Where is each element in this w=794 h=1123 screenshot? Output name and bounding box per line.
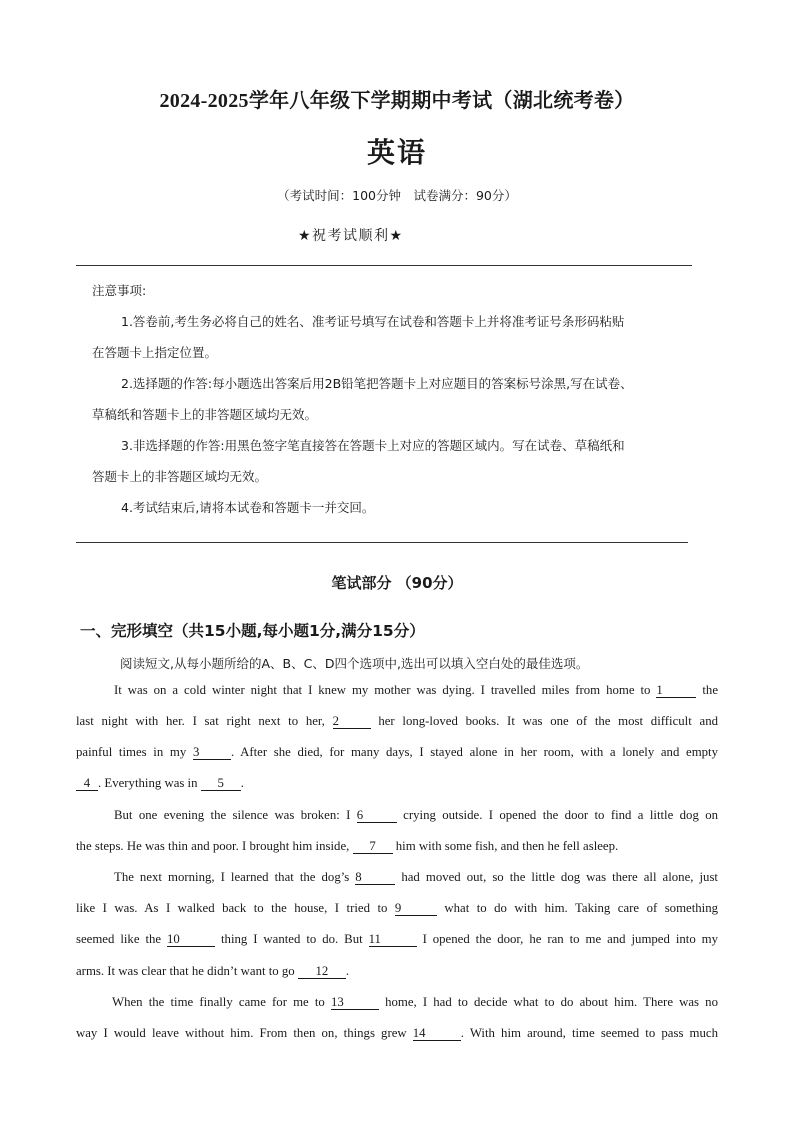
blank-14: 14 xyxy=(413,1027,461,1041)
passage-line: like I was. As I walked back to the house, I tried to 9 what to do with him. Taking care of something xyxy=(76,901,719,915)
blank-11: 11 xyxy=(369,933,417,947)
good-luck-text: ★祝考试顺利★ xyxy=(298,228,404,244)
blank-1: 1 xyxy=(656,684,696,698)
passage-line: last night with her. I sat right next to her, 2 her long-loved books. It was one of the most difficult and xyxy=(76,714,718,728)
passage-line: the steps. He was thin and poor. I brought him inside, 7 him with some fish, and then he fell asleep. xyxy=(76,839,619,853)
exam-time-info: （考试时间：100分钟 试卷满分：90分） xyxy=(277,188,517,203)
blank-6: 6 xyxy=(357,809,397,823)
notice-item: 4.考试结束后,请将本试卷和答题卡一并交回。 xyxy=(121,500,375,515)
blank-3: 3 xyxy=(193,746,231,760)
section-title: 笔试部分 （90分） xyxy=(331,574,463,592)
passage-line: 4 . Everything was in 5 . xyxy=(76,776,718,791)
passage-line: It was on a cold winter night that I knew my mother was dying. I travelled miles from home to 1 the xyxy=(114,683,719,697)
subject-title: 英语 xyxy=(366,136,427,169)
notice-item: 1.答卷前,考生务必将自己的姓名、准考证号填写在试卷和答题卡上并将准考证号条形码粘贴 xyxy=(121,314,625,329)
divider-top xyxy=(76,265,692,266)
blank-7: 7 xyxy=(353,840,393,854)
passage-line: arms. It was clear that he didn’t want to go 12 . xyxy=(76,964,350,978)
divider-bottom xyxy=(76,542,688,543)
blank-5: 5 xyxy=(201,777,241,791)
blank-4: 4 xyxy=(76,777,98,791)
blank-10: 10 xyxy=(167,933,215,947)
passage-line: The next morning, I learned that the dog’s 8 had moved out, so the little dog was there all alone, just xyxy=(114,870,718,884)
blank-2: 2 xyxy=(333,715,371,729)
cloze-instruction: 阅读短文,从每小题所给的A、B、C、D四个选项中,选出可以填入空白处的最佳选项。 xyxy=(120,656,589,671)
part-title-cloze: 一、完形填空（共15小题,每小题1分,满分15分） xyxy=(80,622,425,640)
exam-title: 2024-2025学年八年级下学期期中考试（湖北统考卷） xyxy=(159,90,635,112)
notice-item: 2.选择题的作答:每小题选出答案后用2B铅笔把答题卡上对应题目的答案标号涂黑,写在试卷、 xyxy=(121,376,633,391)
blank-9: 9 xyxy=(395,902,437,916)
notice-heading: 注意事项: xyxy=(92,283,147,298)
notice-item: 在答题卡上指定位置。 xyxy=(92,345,218,360)
passage-line: seemed like the 10 thing I wanted to do. But 11 I opened the door, he ran to me and jumped into my xyxy=(76,932,719,946)
passage-line: painful times in my 3 . After she died, for many days, I stayed alone in her room, with a lonely and empty xyxy=(76,745,718,759)
notice-item: 草稿纸和答题卡上的非答题区域均无效。 xyxy=(92,407,318,422)
notice-item: 答题卡上的非答题区域均无效。 xyxy=(92,469,268,484)
passage-line: When the time finally came for me to 13 home, I had to decide what to do about him. There was no xyxy=(112,995,718,1009)
blank-13: 13 xyxy=(331,996,379,1010)
passage-line: But one evening the silence was broken: I 6 crying outside. I opened the door to find a little dog on xyxy=(114,808,719,822)
passage-line: way I would leave without him. From then on, things grew 14 . With him around, time seemed to pass much xyxy=(76,1026,718,1040)
blank-8: 8 xyxy=(355,871,395,885)
blank-12: 12 xyxy=(298,965,346,979)
notice-item: 3.非选择题的作答:用黑色签字笔直接答在答题卡上对应的答题区域内。写在试卷、草稿纸和 xyxy=(121,438,625,453)
